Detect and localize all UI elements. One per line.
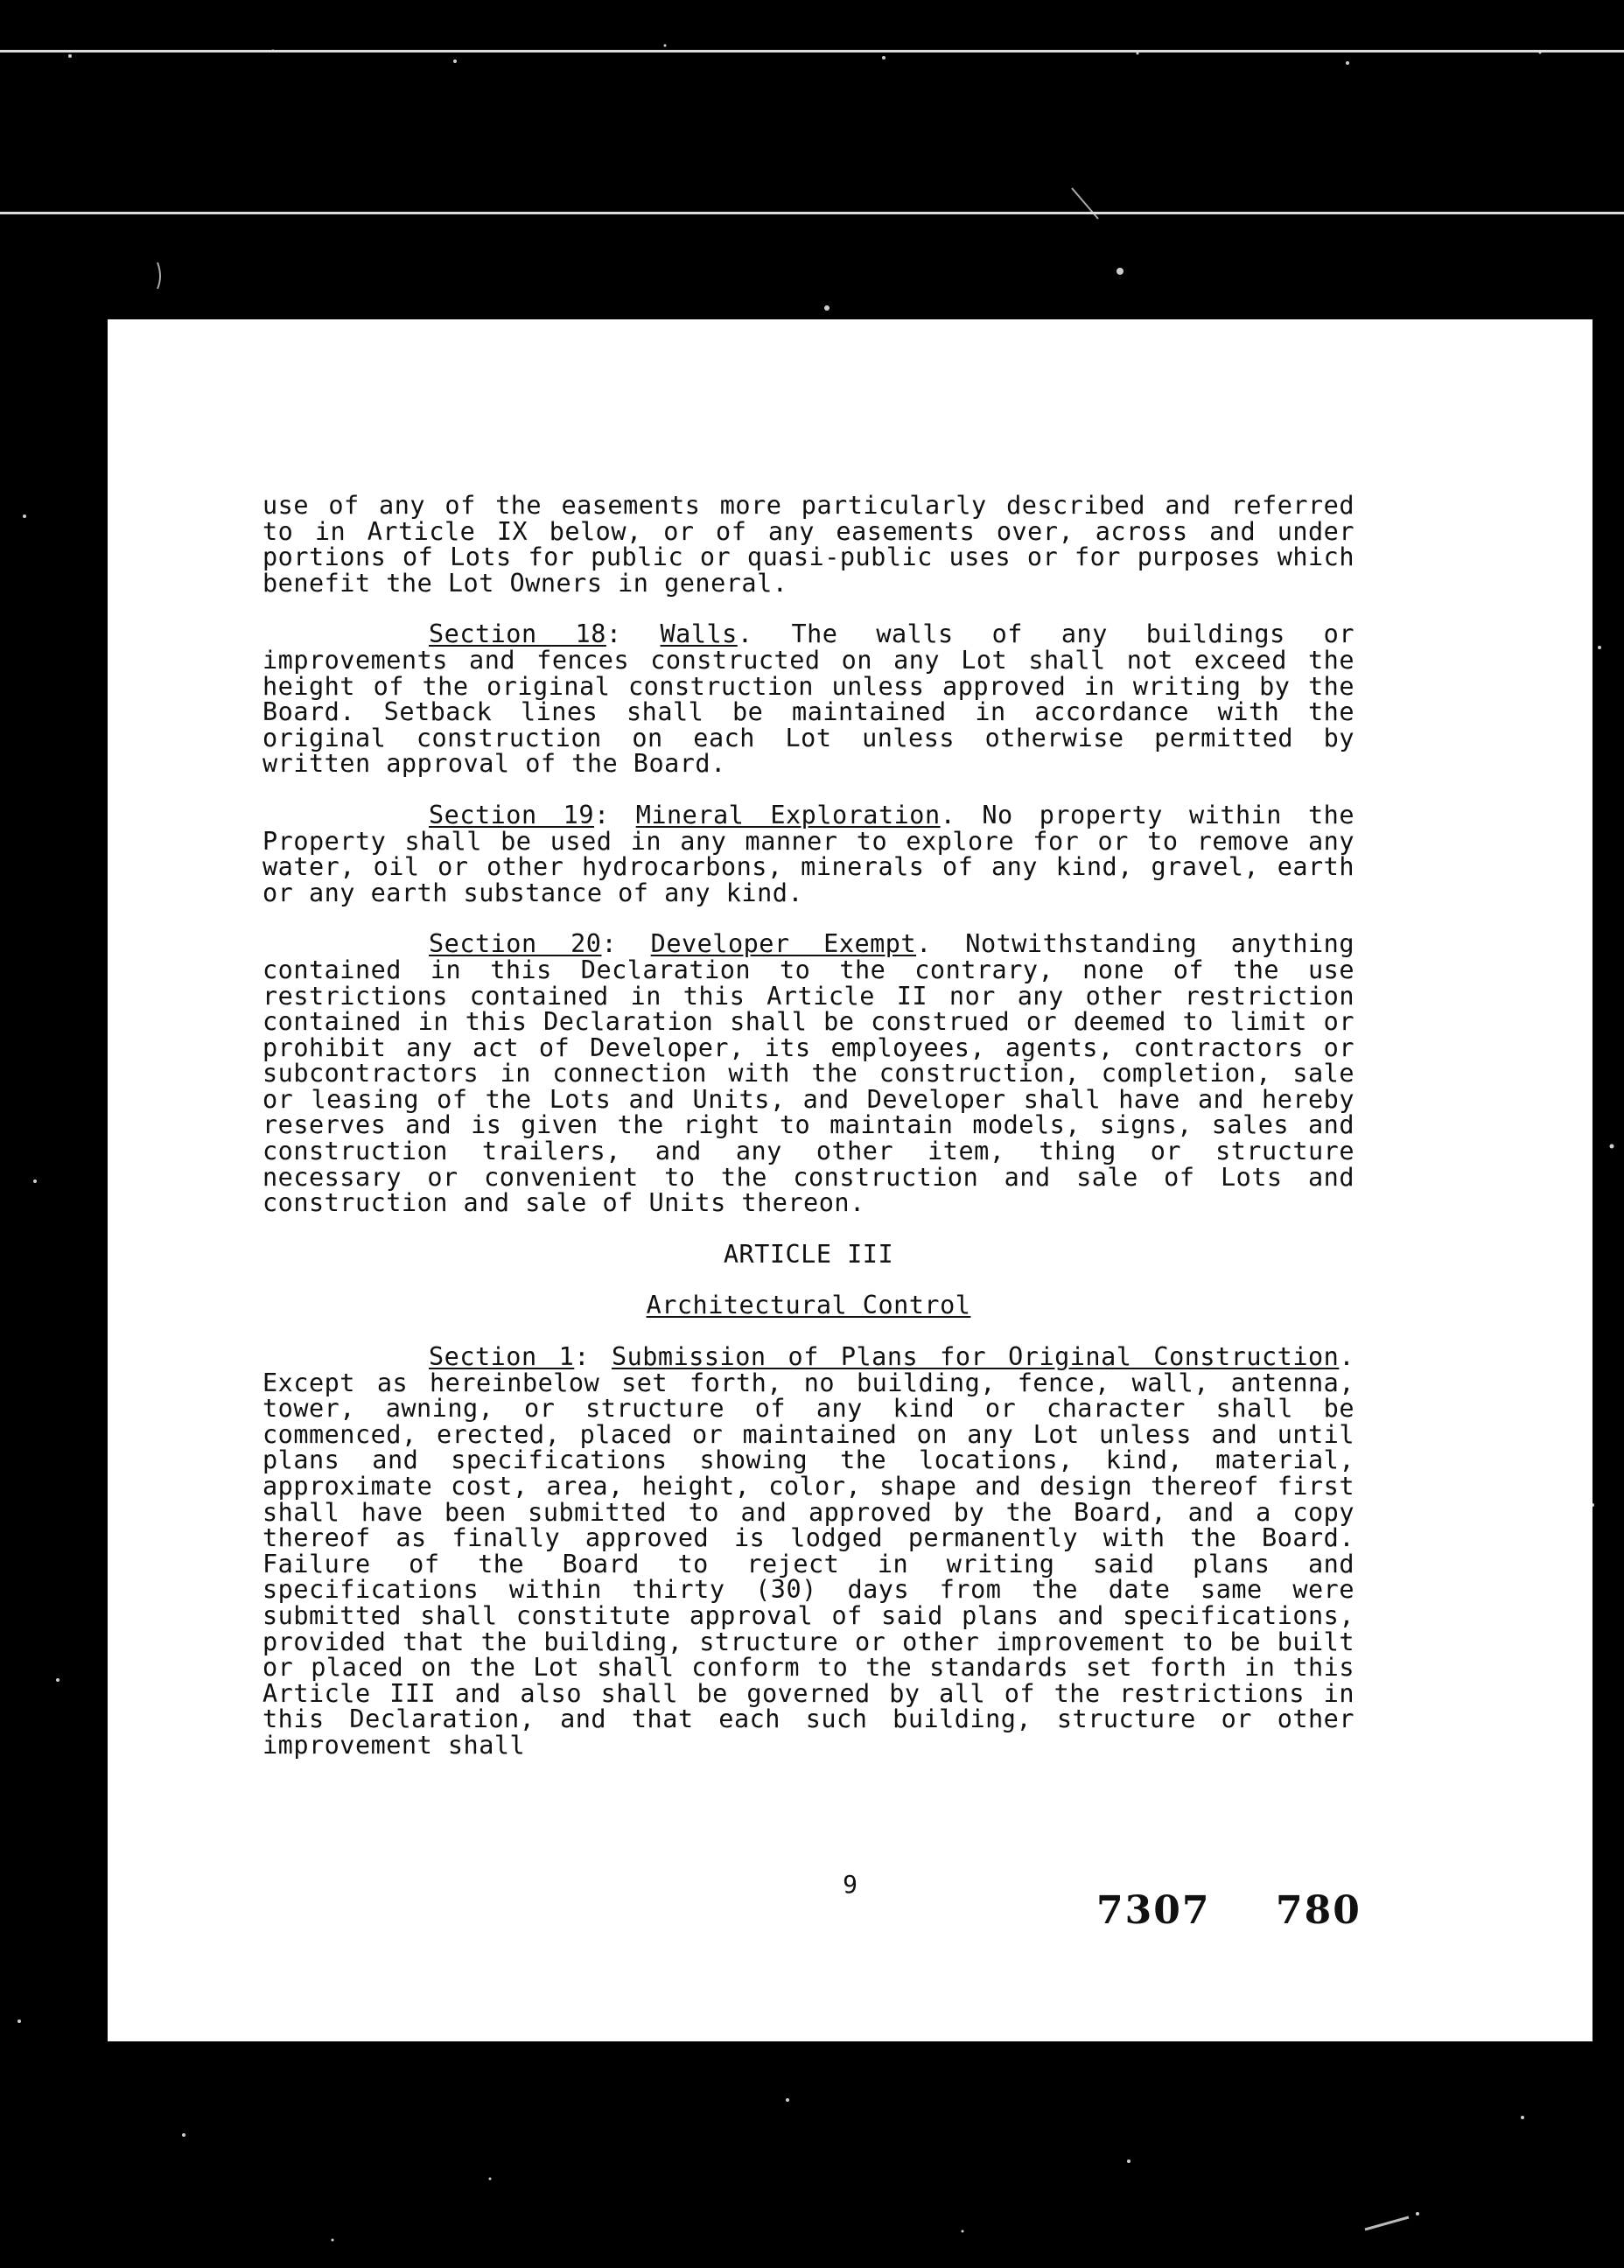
section-19-title: Mineral Exploration bbox=[635, 800, 941, 830]
scan-second-rule bbox=[0, 212, 1624, 214]
section-19-number: Section 19 bbox=[429, 800, 594, 830]
article-section-1-paragraph: Section 1: Submission of Plans for Original Construction. Except as hereinbelow set forth, no building, fence, wall, antenna, tower, awning, or structure of any kind or character shall be commenced, erected, placed or maintained on any Lot unless and until plans and specifications showing the locations, kind, material, approximate cost, area, height, color, shape and design thereof first shall have been submitted to and approved by the Board, and a copy thereof as finally approved is lodged permanently with the Board. Failure of the Board to reject in writing said plans and specifications within thirty (30) days from the date same were submitted shall constitute approval of said plans and specifications, provided that the building, structure or other improvement to be built or placed on the Lot shall conform to the standards set forth in this Article III and also shall be governed by all of the restrictions in this Declaration, and that each such building, structure or other improvement shall bbox=[262, 1342, 1354, 1760]
section-20-body: Notwithstanding anything contained in this Declaration to the contrary, none of the use restrictions contained in this Article II nor any other restriction contained in this Declaration shall be construed or deemed to limit or prohibit any act of Developer, its employees, agents, contractors or subcontractors in connection with the construction, completion, sale or leasing of the Lots and Units, and Developer shall have and hereby reserves and is given the right to maintain models, signs, sales and construction trailers, and any other item, thing or structure necessary or convenient to the construction and sale of Lots and construction and sale of Units thereon. bbox=[262, 929, 1354, 1218]
section-18-paragraph: Section 18: Walls. The walls of any buildings or improvements and fences constructed on any Lot shall not exceed the height of the original construction unless approved in writing by the Board. Setback lines shall be maintained in accordance with the original construction on each Lot unless otherwise permitted by written approval of the Board. bbox=[262, 620, 1354, 779]
article-section-1-body: Except as hereinbelow set forth, no building, fence, wall, antenna, tower, awning, or structure of any kind or character shall be commenced, erected, placed or maintained on any Lot unless and until plans and specifications showing the locations, kind, material, approximate cost, area, height, color, shape and design thereof first shall have been submitted to and approved by the Board, and a copy thereof as finally approved is lodged permanently with the Board. Failure of the Board to reject in writing said plans and specifications within thirty (30) days from the date same were submitted shall constitute approval of said plans and specifications, provided that the building, structure or other improvement to be built or placed on the Lot shall conform to the standards set forth in this Article III and also shall be governed by all of the restrictions in this Declaration, and that each such building, structure or other improvement shall bbox=[262, 1368, 1354, 1760]
section-19-paragraph: Section 19: Mineral Exploration. No property within the Property shall be used in any manner to explore for or to remove any water, oil or other hydrocarbons, minerals of any kind, gravel, earth or any earth substance of any kind. bbox=[262, 800, 1354, 907]
article-title: Architectural Control bbox=[646, 1291, 971, 1320]
article-heading: ARTICLE III bbox=[723, 1239, 894, 1269]
opening-paragraph: use of any of the easements more particularly described and referred to in Article IX below, or of any easements over, across and under portions of Lots for public or quasi-public uses or for purposes which benefit the Lot Owners in general. bbox=[262, 491, 1354, 598]
section-18-number: Section 18 bbox=[429, 620, 606, 649]
page-number: 9 bbox=[843, 1870, 858, 1899]
section-20-title: Developer Exempt bbox=[650, 929, 917, 959]
scan-top-rule bbox=[0, 50, 1624, 52]
section-18-title: Walls bbox=[660, 620, 738, 649]
section-18-body: The walls of any buildings or improvements and fences constructed on any Lot shall not exceed the height of the original construction unless approved in writing by the Board. Setback lines shall be maintained in accordance with the original construction on each Lot unless otherwise permitted by written approval of the Board. bbox=[262, 620, 1354, 779]
document-body bbox=[262, 493, 1354, 1784]
article-section-1-number: Section 1 bbox=[429, 1342, 575, 1372]
document-page bbox=[108, 319, 1592, 2041]
book-number-stamp: 7307 bbox=[1096, 1888, 1211, 1933]
section-19-body: No property within the Property shall be used in any manner to explore for or to remove any water, oil or other hydrocarbons, minerals of any kind, gravel, earth or any earth substance of any kind. bbox=[262, 800, 1354, 907]
book-page-stamp: 780 bbox=[1276, 1888, 1362, 1933]
section-20-number: Section 20 bbox=[429, 929, 602, 959]
article-section-1-title: Submission of Plans for Original Construction bbox=[611, 1342, 1340, 1372]
section-20-paragraph: Section 20: Developer Exempt. Notwithstanding anything contained in this Declaration to the contrary, none of the use restrictions contained in this Article II nor any other restriction contained in this Declaration shall be construed or deemed to limit or prohibit any act of Developer, its employees, agents, contractors or subcontractors in connection with the construction, completion, sale or leasing of the Lots and Units, and Developer shall have and hereby reserves and is given the right to maintain models, signs, sales and construction trailers, and any other item, thing or structure necessary or convenient to the construction and sale of Lots and construction and sale of Units thereon. bbox=[262, 929, 1354, 1218]
